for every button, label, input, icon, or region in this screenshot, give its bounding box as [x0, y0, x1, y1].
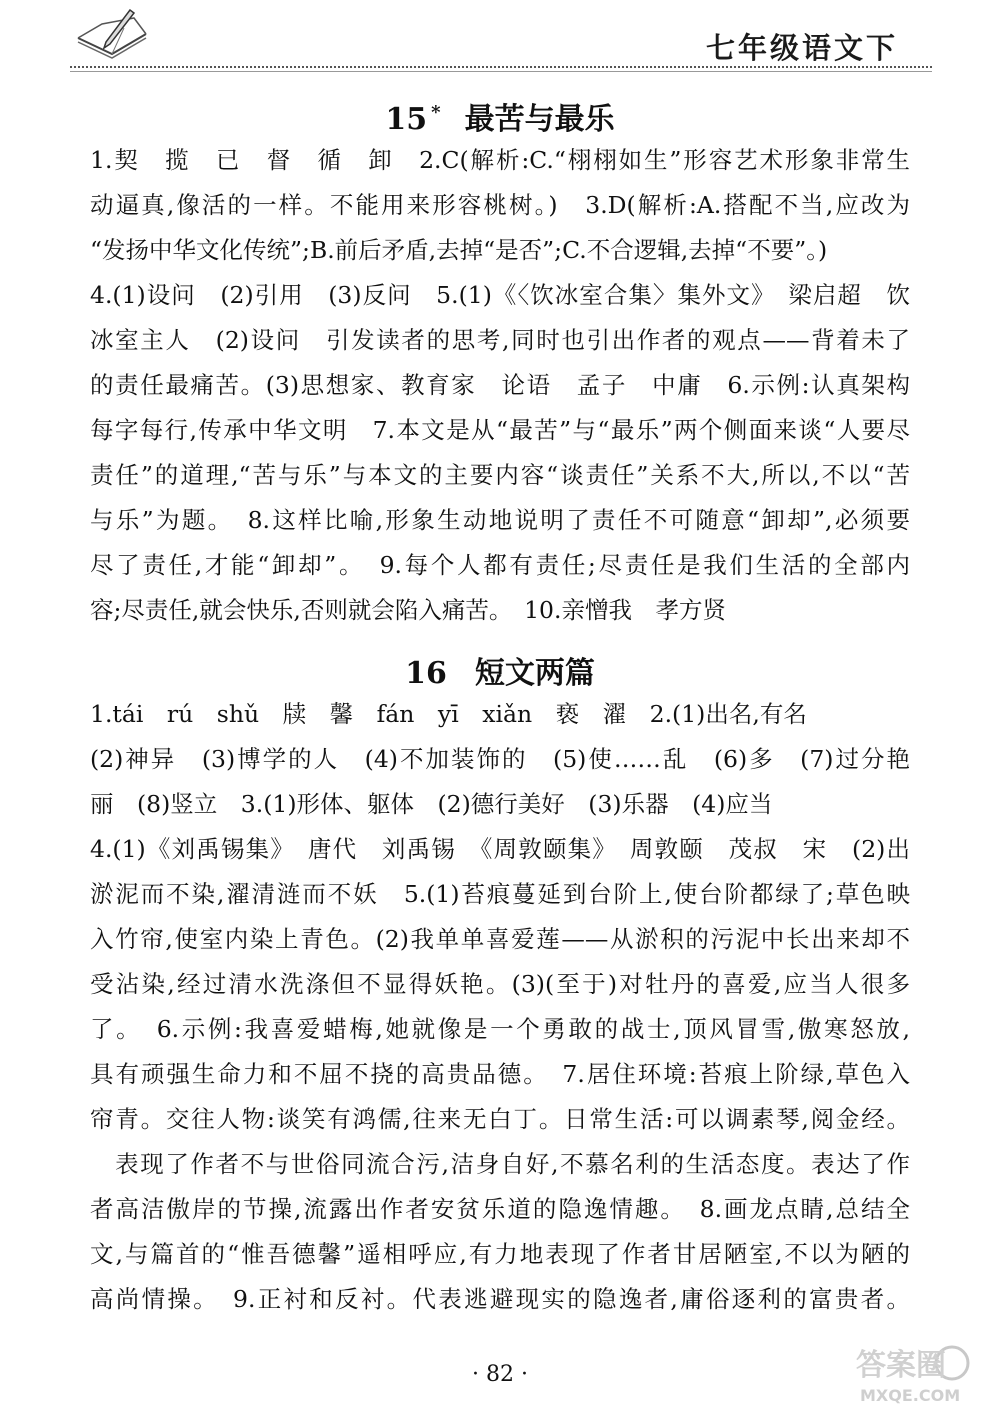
- answer-line: 责任”的道理,“苦与乐”与本文的主要内容“谈责任”关系不大,所以,不以“苦: [90, 461, 910, 489]
- watermark-text: 答案圈: [856, 1348, 946, 1383]
- section-number: 16: [405, 656, 447, 691]
- section-heading: 短文两篇: [474, 656, 595, 691]
- answer-line: 文,与篇首的“惟吾德馨”遥相呼应,有力地表现了作者甘居陋室,不以为陋的: [90, 1240, 910, 1268]
- book-pen-icon: [72, 8, 152, 66]
- answer-line: 4.(1)《刘禹锡集》 唐代 刘禹锡 《周敦颐集》 周敦颐 茂叔 宋 (2)出: [90, 835, 910, 863]
- section-heading: 最苦与最乐: [464, 102, 615, 137]
- answer-line: 了。 6.示例:我喜爱蜡梅,她就像是一个勇敢的战士,顶风冒雪,傲寒怒放,: [90, 1015, 910, 1043]
- answer-line: 容;尽责任,就会快乐,否则就会陷入痛苦。 10.亲憎我 孝方贤: [90, 596, 726, 624]
- answer-line: 动逼真,像活的一样。不能用来形容桃树。) 3.D(解析:A.搭配不当,应改为: [90, 191, 910, 219]
- answer-line: (2)神异 (3)博学的人 (4)不加装饰的 (5)使……乱 (6)多 (7)过分艳: [90, 745, 910, 773]
- answer-line: 1.tái rú shǔ 牍 馨 fán yī xiǎn 亵 濯 2.(1)出名,有名: [90, 700, 807, 728]
- answer-line: “发扬中华文化传统”;B.前后矛盾,去掉“是否”;C.不合逻辑,去掉“不要”。): [90, 236, 828, 264]
- answer-line: 4.(1)设问 (2)引用 (3)反问 5.(1)《〈饮冰室合集〉集外文》 梁启超 饮: [90, 281, 910, 309]
- page-header: [0, 0, 1000, 80]
- section-title-15: [0, 94, 1000, 138]
- header-title: 七年级语文下: [705, 31, 898, 65]
- answer-line: 者高洁傲岸的节操,流露出作者安贫乐道的隐逸情趣。 8.画龙点睛,总结全: [90, 1195, 910, 1223]
- answer-line: 丽 (8)竖立 3.(1)形体、躯体 (2)德行美好 (3)乐器 (4)应当: [90, 790, 773, 818]
- answer-line: 表现了作者不与世俗同流合污,洁身自好,不慕名利的生活态度。表达了作: [90, 1150, 910, 1178]
- watermark-logo: [852, 1339, 972, 1409]
- header-divider: [70, 66, 932, 72]
- answer-line: 的责任最痛苦。(3)思想家、教育家 论语 孟子 中庸 6.示例:认真架构: [90, 371, 910, 399]
- watermark-url: MXQE.COM: [860, 1386, 961, 1405]
- answer-line: 具有顽强生命力和不屈不挠的高贵品德。 7.居住环境:苔痕上阶绿,草色入: [90, 1060, 910, 1088]
- section-16-answers: [90, 692, 910, 1322]
- answer-line: 与乐”为题。 8.这样比喻,形象生动地说明了责任不可随意“卸却”,必须要: [90, 506, 910, 534]
- page-number: · 82 ·: [472, 1362, 528, 1387]
- answer-line: 每字每行,传承中华文明 7.本文是从“最苦”与“最乐”两个侧面来谈“人要尽: [90, 416, 910, 444]
- section-number: 15: [385, 102, 428, 137]
- answer-line: 1.契 揽 已 督 循 卸 2.C(解析:C.“栩栩如生”形容艺术形象非常生: [90, 146, 910, 174]
- answer-line: 帘青。交往人物:谈笑有鸿儒,往来无白丁。日常生活:可以调素琴,阅金经。: [90, 1105, 910, 1133]
- answer-line: 高尚情操。 9.正衬和反衬。代表逃避现实的隐逸者,庸俗逐利的富贵者。: [90, 1285, 910, 1313]
- section-title-16: [0, 648, 1000, 692]
- section-15-answers: [90, 138, 910, 633]
- answer-line: 入竹帘,使室内染上青色。(2)我单单喜爱莲——从淤积的污泥中长出来却不: [90, 925, 910, 953]
- optional-star-mark: *: [431, 102, 441, 123]
- answer-line: 淤泥而不染,濯清涟而不妖 5.(1)苔痕蔓延到台阶上,使台阶都绿了;草色映: [90, 880, 910, 908]
- answer-line: 冰室主人 (2)设问 引发读者的思考,同时也引出作者的观点——背着未了: [90, 326, 910, 354]
- answer-line: 受沾染,经过清水洗涤但不显得妖艳。(3)(至于)对牡丹的喜爱,应当人很多: [90, 970, 910, 998]
- answer-line: 尽了责任,才能“卸却”。 9.每个人都有责任;尽责任是我们生活的全部内: [90, 551, 910, 579]
